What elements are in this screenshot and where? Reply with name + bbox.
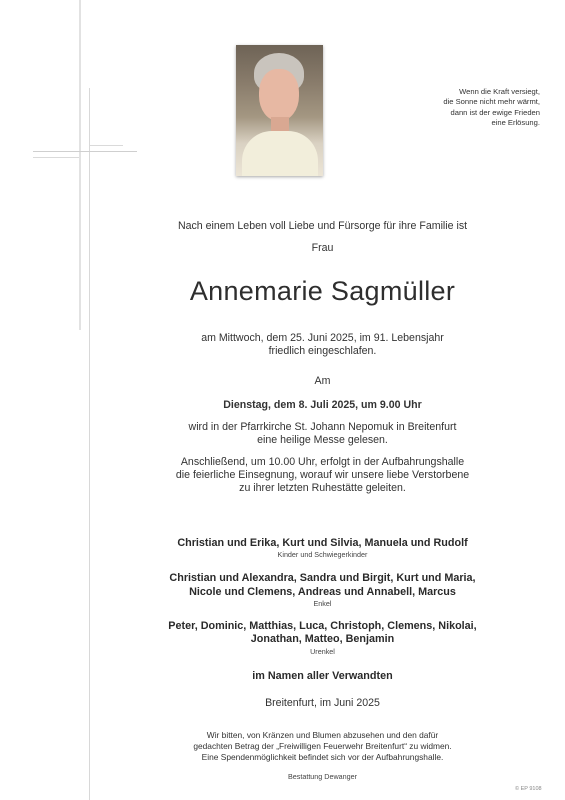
cross-vertical-inner-line bbox=[89, 88, 90, 800]
poem-line: Wenn die Kraft versiegt, bbox=[459, 87, 540, 96]
poem-line: dann ist der ewige Frieden bbox=[450, 107, 540, 117]
poem-line: die Sonne nicht mehr wärmt, bbox=[443, 97, 540, 107]
request-line: Eine Spendenmöglichkeit befindet sich vor der Aufbahrungshalle. bbox=[201, 752, 444, 762]
mourners-grandchildren: Christian und Alexandra, Sandra und Birgit, Kurt und Maria, bbox=[169, 572, 476, 584]
intro-text: Nach einem Leben voll Liebe und Fürsorge für ihre Familie ist bbox=[177, 220, 468, 232]
on-behalf-line: im Namen aller Verwandten bbox=[252, 670, 393, 682]
relation-label: Kinder und Schwiegerkinder bbox=[277, 550, 368, 559]
poem bbox=[360, 87, 540, 129]
cross-horizontal-line-upper-right bbox=[90, 145, 123, 146]
salutation: Frau bbox=[311, 242, 334, 254]
mourners-great-grandchildren: Peter, Dominic, Matthias, Luca, Christoph, Clemens, Nikolai, bbox=[168, 620, 477, 632]
burial-line: die feierliche Einsegnung, worauf wir unsere liebe Verstorbene bbox=[175, 469, 470, 481]
burial-line: zu ihrer letzten Ruhestätte geleiten. bbox=[239, 482, 406, 494]
death-date-line: friedlich eingeschlafen. bbox=[268, 345, 377, 357]
death-date-line: am Mittwoch, dem 25. Juni 2025, im 91. Lebensjahr bbox=[201, 332, 444, 344]
mourners-children: Christian und Erika, Kurt und Silvia, Manuela und Rudolf bbox=[177, 537, 468, 549]
service-date: Dienstag, dem 8. Juli 2025, um 9.00 Uhr bbox=[223, 399, 422, 411]
cross-horizontal-line bbox=[33, 151, 137, 152]
request-line: gedachten Betrag der „Freiwilligen Feuerwehr Breitenfurt“ zu widmen. bbox=[193, 741, 452, 751]
place-date: Breitenfurt, im Juni 2025 bbox=[265, 697, 380, 709]
cross-horizontal-line-lower bbox=[33, 157, 79, 158]
funeral-home: Bestattung Dewanger bbox=[287, 772, 358, 781]
mourners-grandchildren: Nicole und Clemens, Andreas und Annabell, Marcus bbox=[189, 586, 456, 598]
portrait-photo bbox=[236, 45, 323, 176]
am-label: Am bbox=[314, 375, 331, 387]
form-code: © EP 9108 bbox=[515, 786, 542, 792]
burial-line: Anschließend, um 10.00 Uhr, erfolgt in der Aufbahrungshalle bbox=[180, 456, 465, 468]
relation-label: Enkel bbox=[313, 599, 332, 608]
request-line: Wir bitten, von Kränzen und Blumen abzusehen und den dafür bbox=[206, 730, 439, 740]
cross-vertical-line bbox=[79, 0, 81, 330]
mass-line: eine heilige Messe gelesen. bbox=[257, 434, 388, 446]
relation-label: Urenkel bbox=[310, 647, 335, 656]
poem-line: eine Erlösung. bbox=[491, 118, 540, 128]
mass-line: wird in der Pfarrkirche St. Johann Nepomuk in Breitenfurt bbox=[188, 421, 457, 433]
mourners-great-grandchildren: Jonathan, Matteo, Benjamin bbox=[250, 633, 395, 645]
deceased-name: Annemarie Sagmüller bbox=[189, 276, 456, 306]
